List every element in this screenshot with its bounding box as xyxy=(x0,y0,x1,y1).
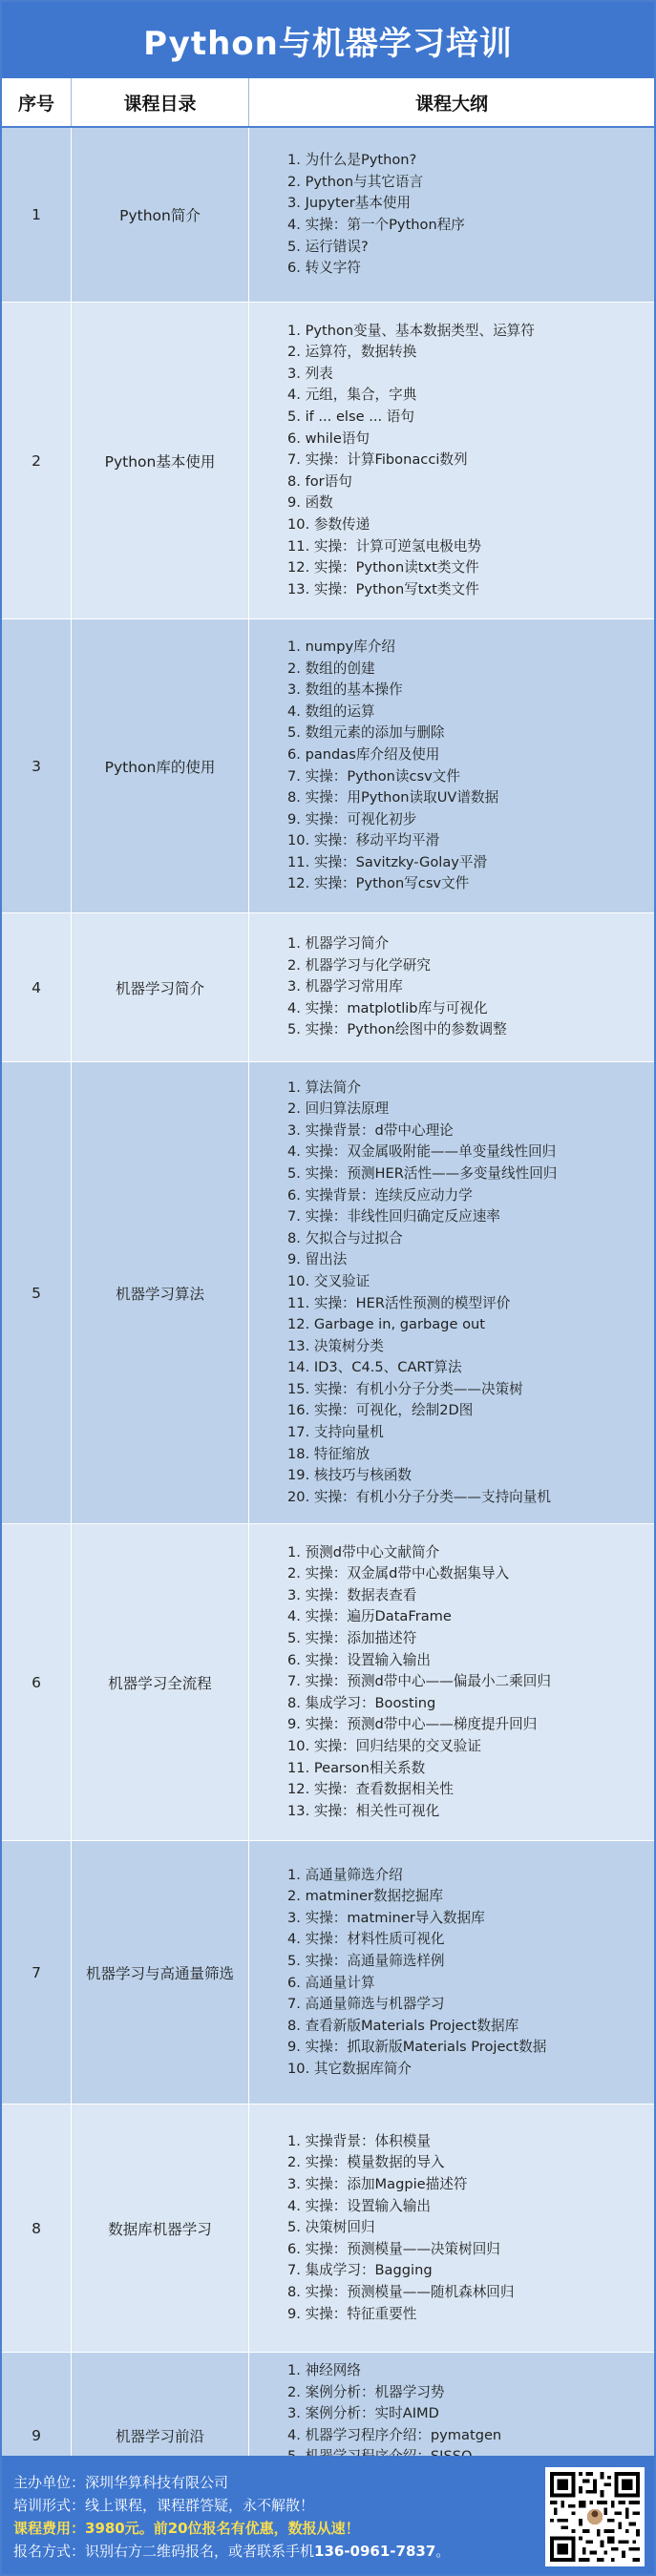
outline-list xyxy=(287,150,465,280)
outline-item: 15. 实操：有机小分子分类——决策树 xyxy=(287,1380,523,1397)
outline-item: 8. 实操：预测模量——随机森林回归 xyxy=(287,2283,515,2300)
outline-item: 12. Garbage in, garbage out xyxy=(287,1316,485,1333)
outline-item: 13. 实操：Python写txt类文件 xyxy=(287,580,479,597)
table-row xyxy=(2,1524,654,1841)
outline-item: 6. 高通量计算 xyxy=(287,1974,375,1991)
outline-item: 11. Pearson相关系数 xyxy=(287,1759,426,1776)
outline-item: 1. Python变量、基本数据类型、运算符 xyxy=(287,322,535,339)
outline-item: 5. if ... else ... 语句 xyxy=(287,408,414,426)
outline-item: 7. 实操：Python读csv文件 xyxy=(287,767,460,785)
outline-item: 2. Python与其它语言 xyxy=(287,173,424,190)
header-course: 课程目录 xyxy=(72,78,249,126)
outline-item: 9. 函数 xyxy=(287,494,333,512)
outline-item: 6. 转义字符 xyxy=(287,260,361,277)
outline-item: 9. 实操：预测d带中心——梯度提升回归 xyxy=(287,1716,538,1733)
outline-item: 1. numpy库介绍 xyxy=(287,638,395,655)
outline-item: 5. 实操：预测HER活性——多变量线性回归 xyxy=(287,1164,558,1182)
signup-suffix: 。 xyxy=(435,2543,451,2560)
outline-item: 2. 案例分析：机器学习势 xyxy=(287,2383,445,2400)
row-course-name: 机器学习简介 xyxy=(72,913,249,1061)
outline-item: 19. 核技巧与核函数 xyxy=(287,1467,413,1484)
table-row xyxy=(2,1841,654,2105)
row-outline xyxy=(249,619,654,912)
table-row xyxy=(2,619,654,913)
outline-item: 8. for语句 xyxy=(287,472,352,490)
outline-item: 20. 实操：有机小分子分类——支持向量机 xyxy=(287,1488,551,1505)
outline-item: 3. 列表 xyxy=(287,365,333,382)
outline-item: 7. 高通量筛选与机器学习 xyxy=(287,1996,445,2013)
outline-item: 4. 实操：材料性质可视化 xyxy=(287,1931,445,1948)
outline-item: 13. 实操：相关性可视化 xyxy=(287,1802,440,1819)
outline-item: 6. pandas库介绍及使用 xyxy=(287,745,440,763)
outline-item: 2. 数组的创建 xyxy=(287,660,375,677)
outline-item: 7. 集成学习：Bagging xyxy=(287,2262,433,2279)
outline-item: 3. 数组的基本操作 xyxy=(287,681,403,699)
row-index: 3 xyxy=(2,619,72,912)
outline-item: 1. 实操背景：体积模量 xyxy=(287,2132,431,2149)
outline-item: 1. 神经网络 xyxy=(287,2361,361,2378)
row-course-name: Python库的使用 xyxy=(72,619,249,912)
outline-list xyxy=(287,1078,557,1509)
outline-item: 1. 算法简介 xyxy=(287,1079,361,1096)
row-index: 4 xyxy=(2,913,72,1061)
outline-item: 1. 高通量筛选介绍 xyxy=(287,1866,403,1883)
outline-item: 1. 为什么是Python? xyxy=(287,152,417,169)
outline-item: 2. 机器学习与化学研究 xyxy=(287,956,431,974)
outline-item: 6. 实操：设置输入输出 xyxy=(287,1651,431,1668)
outline-item: 8. 查看新版Materials Project数据库 xyxy=(287,2017,519,2034)
outline-item: 4. 实操：第一个Python程序 xyxy=(287,217,465,233)
row-index: 2 xyxy=(2,303,72,618)
outline-item: 3. 实操：数据表查看 xyxy=(287,1586,417,1603)
outline-item: 9. 留出法 xyxy=(287,1251,348,1268)
course-table xyxy=(2,128,654,2520)
row-course-name: 机器学习全流程 xyxy=(72,1524,249,1840)
qr-code-icon[interactable] xyxy=(545,2467,645,2566)
outline-item: 9. 实操：抓取新版Materials Project数据 xyxy=(287,2039,547,2056)
outline-item: 1. 机器学习简介 xyxy=(287,935,390,953)
row-course-name: 数据库机器学习 xyxy=(72,2105,249,2352)
outline-item: 14. ID3、C4.5、CART算法 xyxy=(287,1359,462,1376)
organizer-text: 主办单位：深圳华算科技有限公司 xyxy=(13,2474,229,2491)
row-index: 1 xyxy=(2,128,72,302)
outline-list xyxy=(287,1865,546,2081)
outline-item: 12. 实操：Python读txt类文件 xyxy=(287,559,479,576)
outline-item: 7. 实操：非线性回归确定反应速率 xyxy=(287,1208,500,1225)
outline-item: 10. 实操：回归结果的交叉验证 xyxy=(287,1737,481,1754)
outline-item: 5. 数组元素的添加与删除 xyxy=(287,724,445,742)
outline-item: 2. 回归算法原理 xyxy=(287,1100,390,1118)
row-outline xyxy=(249,1524,654,1840)
outline-item: 3. 机器学习常用库 xyxy=(287,978,403,995)
outline-item: 4. 实操：双金属吸附能——单变量线性回归 xyxy=(287,1143,557,1161)
row-outline xyxy=(249,1841,654,2104)
header-index: 序号 xyxy=(2,78,72,126)
row-index: 5 xyxy=(2,1062,72,1523)
outline-item: 2. matminer数据挖掘库 xyxy=(287,1888,443,1905)
row-outline xyxy=(249,913,654,1061)
row-outline xyxy=(249,2105,654,2352)
row-course-name: Python基本使用 xyxy=(72,303,249,618)
row-course-name: 机器学习算法 xyxy=(72,1062,249,1523)
signup-prefix: 报名方式：识别右方二维码报名，或者联系手机 xyxy=(13,2543,315,2560)
outline-item: 3. 实操：matminer导入数据库 xyxy=(287,1909,485,1926)
outline-item: 5. 实操：添加描述符 xyxy=(287,1630,417,1647)
outline-list xyxy=(287,1542,551,1823)
outline-item: 2. 实操：模量数据的导入 xyxy=(287,2154,445,2171)
outline-item: 6. while语句 xyxy=(287,429,370,447)
row-index: 7 xyxy=(2,1841,72,2104)
outline-item: 4. 实操：matplotlib库与可视化 xyxy=(287,999,488,1016)
outline-item: 17. 支持向量机 xyxy=(287,1424,384,1441)
table-row xyxy=(2,128,654,303)
outline-item: 5. 实操：高通量筛选样例 xyxy=(287,1952,445,1969)
outline-item: 4. 实操：设置输入输出 xyxy=(287,2197,431,2214)
header-outline: 课程大纲 xyxy=(414,93,488,115)
table-row xyxy=(2,2105,654,2353)
outline-item: 12. 实操：Python写csv文件 xyxy=(287,875,470,892)
outline-item: 9. 实操：特征重要性 xyxy=(287,2305,417,2322)
outline-item: 7. 实操：计算Fibonacci数列 xyxy=(287,451,468,469)
outline-item: 3. 实操：添加Magpie描述符 xyxy=(287,2176,468,2193)
outline-item: 10. 其它数据库简介 xyxy=(287,2060,413,2077)
outline-item: 3. 案例分析：实时AIMD xyxy=(287,2405,439,2422)
outline-list xyxy=(287,321,535,601)
format-text: 培训形式：线上课程，课程群答疑，永不解散！ xyxy=(13,2497,315,2514)
outline-item: 11. 实操：计算可逆氢电极电势 xyxy=(287,537,481,555)
row-outline xyxy=(249,303,654,618)
outline-list xyxy=(287,637,498,895)
row-index: 9 xyxy=(2,2353,72,2519)
footer xyxy=(2,2456,654,2574)
outline-item: 8. 欠拟合与过拟合 xyxy=(287,1229,403,1246)
outline-item: 9. 实操：可视化初步 xyxy=(287,810,417,827)
outline-item: 10. 实操：移动平均平滑 xyxy=(287,832,440,849)
outline-item: 5. 实操：Python绘图中的参数调整 xyxy=(287,1021,507,1038)
table-row xyxy=(2,303,654,619)
outline-item: 5. 决策树回归 xyxy=(287,2219,375,2236)
outline-item: 8. 实操：用Python读取UV谱数据 xyxy=(287,789,499,806)
outline-item: 7. 实操：预测d带中心——偏最小二乘回归 xyxy=(287,1673,551,1690)
outline-item: 1. 预测d带中心文献简介 xyxy=(287,1543,440,1560)
outline-item: 10. 参数传递 xyxy=(287,515,370,533)
row-outline xyxy=(249,128,654,302)
fee-text: 课程费用：3980元。前20位报名有优惠，数报从速！ xyxy=(13,2520,360,2537)
page-title: Python与机器学习培训 xyxy=(2,2,654,78)
outline-item: 3. 实操背景：d带中心理论 xyxy=(287,1121,454,1139)
table-row xyxy=(2,1062,654,1524)
row-index: 8 xyxy=(2,2105,72,2352)
row-outline xyxy=(249,1062,654,1523)
row-course-name: 机器学习与高通量筛选 xyxy=(72,1841,249,2104)
outline-item: 5. 运行错误? xyxy=(287,238,369,255)
outline-item: 2. 实操：双金属d带中心数据集导入 xyxy=(287,1565,510,1582)
outline-item: 10. 交叉验证 xyxy=(287,1272,370,1289)
outline-item: 11. 实操：HER活性预测的模型评价 xyxy=(287,1294,511,1311)
outline-list xyxy=(287,933,507,1041)
outline-item: 4. 机器学习程序介绍：pymatgen xyxy=(287,2426,502,2443)
outline-item: 4. 实操：遍历DataFrame xyxy=(287,1608,452,1625)
outline-item: 8. 集成学习：Boosting xyxy=(287,1694,436,1711)
qr-code-graphic xyxy=(550,2472,640,2562)
row-course-name: 机器学习前沿 xyxy=(72,2353,249,2519)
row-index: 6 xyxy=(2,1524,72,1840)
outline-item: 12. 实操：查看数据相关性 xyxy=(287,1781,454,1798)
outline-item: 11. 实操：Savitzky-Golay平滑 xyxy=(287,853,488,870)
outline-item: 3. Jupyter基本使用 xyxy=(287,195,412,212)
outline-item: 16. 实操：可视化，绘制2D图 xyxy=(287,1402,474,1419)
outline-item: 6. 实操背景：连续反应动力学 xyxy=(287,1186,473,1204)
outline-item: 4. 数组的运算 xyxy=(287,702,375,720)
outline-item: 18. 特征缩放 xyxy=(287,1445,370,1462)
table-row xyxy=(2,913,654,1062)
outline-item: 4. 元组，集合，字典 xyxy=(287,387,417,404)
row-course-name: Python简介 xyxy=(72,128,249,302)
phone-number: 136-0961-7837 xyxy=(314,2543,436,2560)
table-header xyxy=(2,78,654,128)
outline-list xyxy=(287,2131,514,2325)
outline-item: 2. 运算符，数据转换 xyxy=(287,344,417,361)
outline-item: 6. 实操：预测模量——决策树回归 xyxy=(287,2240,500,2257)
outline-item: 13. 决策树分类 xyxy=(287,1337,384,1354)
